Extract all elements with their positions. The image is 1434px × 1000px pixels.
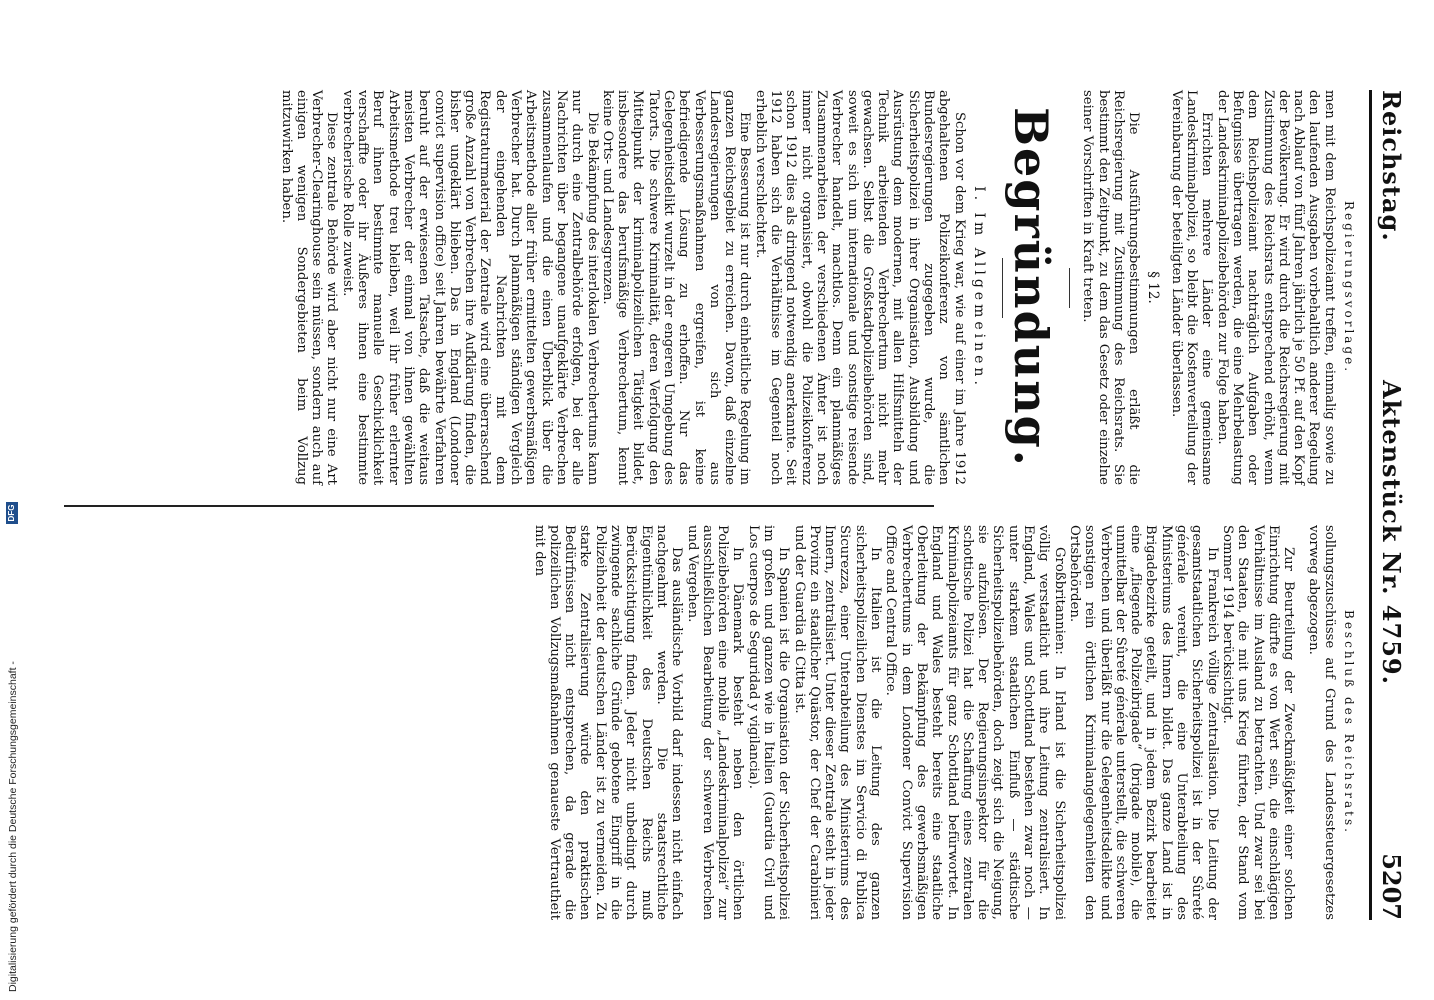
header-reichstag: Reichstag. xyxy=(1377,90,1406,242)
body-paragraph: Zur Beurteilung der Zweckmäßigkeit einer solchen Einrichtung dürfte es von Wert sein, die einschlägigen Verhältnisse im Ausland zu betrachten. Und zwar sei bei den Staaten, die mit uns Krieg führten, der Stand vom Sommer 1914 berücksichtigt. xyxy=(1219,525,1297,920)
right-column xyxy=(531,525,1356,920)
section-title: I. Im Allgemeinen. xyxy=(970,186,987,389)
left-column xyxy=(278,90,1356,485)
dfg-logo-icon: DFG xyxy=(6,502,18,524)
right-intro-paragraph: sollungszuschüsse auf Grund des Landessteuergesetzes vorweg abgezogen. xyxy=(1306,525,1337,920)
header-page-number: 5207 xyxy=(1377,853,1406,920)
begruendung-heading: Begründung. xyxy=(1003,107,1058,468)
heading-underline xyxy=(1002,258,1003,318)
left-paragraph: Errichten mehrere Länder eine gemeinsame Landeskriminalpolizei, so bleibt die Kostenverteilung der Vereinbarung der beteiligten Länder überlassen. xyxy=(1168,90,1215,485)
section-number: § 12. xyxy=(1145,271,1162,304)
body-paragraph: In Spanien ist die Organisation der Sicherheitspolizei im großen und ganzen wie in Italien (Guardia Civil und Los cuerpos de Seguridad y vigilancia). xyxy=(745,525,792,920)
body-paragraph: In Dänemark besteht neben den örtlichen Polizeibehörden eine mobile „Landeskriminalpolizei“ zur ausschließlichen Bearbeitung der schweren Verbrechen und Vergehen. xyxy=(684,525,746,920)
body-paragraph: Eine Besserung ist nur durch einheitliche Regelung im ganzen Reichsgebiet zu erreichen. Davon, daß einzelne Landesregierungen von sich aus Verbesserungsmaßnahmen ergreifen, ist keine befriedigende Lösung zu erhoffen. Nur das Gelegenheitsdelikt wurzelt in der engeren Umgebung des Tatorts. Die schwere Kriminalität, deren Verfolgung den Mittelpunkt der kriminalpolizeilichen Tätigkeit bildet, insbesondere das berufsmäßige Verbrechertum, kennt keine Orts- und Landesgrenzen. xyxy=(599,90,753,485)
separator-rule xyxy=(1069,268,1070,308)
header-document-number: Aktenstück Nr. 4759. xyxy=(1377,380,1406,685)
right-column-caption: Beschluß des Reichsrats. xyxy=(1342,610,1356,835)
body-paragraph: In Frankreich völlige Zentralisation. Die Leitung der gesamtstaatlichen Sicherheitspolizei ist in der Sûreté générale vereint, die eine Unterabteilung des Ministeriums des Innern bildet. Das ganze Land ist in Brigadebezirke geteilt, und in jedem Bezirk bearbeitet eine „fliegende Polizeibrigade“ (brigade mobile), die unmittelbar der Sûreté générale unterstellt, die schweren Verbrechen und überläßt nur die Gelegenheitsdelikte und sonstigen rein örtlichen Kriminalangelegenheiten den Ortsbehörden. xyxy=(1066,525,1220,920)
body-paragraph: Die Bekämpfung des interlokalen Verbrechertums kann nur durch eine Zentralbehörde erfolgen, bei der alle Nachrichten über begangene unaufgeklärte Verbrechen zusammenlaufen und die einen Überblick über die Arbeitsmethode aller früher ermittelten gewerbsmäßigen Verbrecher hat. Durch planmäßigen ständigen Vergleich der eingehenden Nachrichten mit dem Registraturmaterial der Zentrale wird eine überraschend große Anzahl von Verbrechen ihre Aufklärung finden, die bisher ungeklärt blieben. Das in England (Londoner convict supervision office) seit Jahren bewährte Verfahren beruht auf der erwiesenen Tatsache, daß die weitaus meisten Verbrecher der einmal von ihnen gewählten Arbeitsmethode treu bleiben, weil ihr früher erlernter Beruf ihnen bestimmte manuelle Geschicklichkeit verschaffte oder ihr Äußeres ihnen eine bestimmte verbrecherische Rolle zuweist. xyxy=(339,90,600,485)
digitization-footer xyxy=(4,0,24,1000)
body-paragraph: In Italien ist die Leitung des ganzen sicherheitspolizeilichen Dienstes im Servicio di Publica Sicurezza, einer Unterabteilung des Ministeriums des Innern, zentralisiert. Unter dieser Zentrale steht in jeder Provinz ein staatlicher Quästor, der Chef der Carabinieri und der Guardia di Citta ist. xyxy=(791,525,884,920)
left-paragraph: Die Ausführungsbestimmungen erläßt die Reichsregierung mit Zustimmung des Reichsrats. Sie bestimmt den Zeitpunkt, zu dem das Gesetz oder einzelne seiner Vorschriften in Kraft treten. xyxy=(1080,90,1142,485)
column-divider xyxy=(64,505,934,507)
body-paragraph: Diese zentrale Behörde wird aber nicht nur eine Art Verbrecher-Clearinghouse sein müssen, sondern auch auf einigen wenigen Sondergebieten beim Vollzug mitzuwirken haben. xyxy=(278,90,340,485)
body-paragraph: Schon vor dem Krieg war, wie auf einer im Jahre 1912 abgehaltenen Polizeikonferenz von sämtlichen Bundesregierungen zugegeben wurde, die Sicherheitspolizei in ihrer Organisation, Ausbildung und Ausrüstung dem modernen, mit allen Hilfsmitteln der Technik arbeitenden Verbrechertum nicht mehr gewachsen. Selbst die Großstadtpolizeibehörden sind, soweit es sich um internationale und sonstige reisende Verbrecher handelt, machtlos. Denn ein planmäßiges Zusammenarbeiten der verschiedenen Ämter ist noch immer nicht organisiert, obwohl die Polizeikonferenz schon 1912 dies als dringend notwendig anerkannte. Seit 1912 haben sich die Verhältnisse im Gegenteil noch erheblich verschlechtert. xyxy=(752,90,967,485)
footer-credit: Digitalisierung gefördert durch die Deutsche Forschungsgemeinschaft - xyxy=(7,661,19,992)
page-header xyxy=(1372,90,1412,920)
body-paragraph: Das ausländische Vorbild darf indessen nicht einfach nachgeahmt werden. Die staatsrechtliche Eigentümlichkeit des Deutschen Reichs muß Berücksichtigung finden. Jeder nicht unbedingt durch zwingende sachliche Gründe gebotene Eingriff in die Polizeihoheit der deutschen Länder ist zu vermeiden. Zu starke Zentralisierung würde den praktischen Bedürfnissen nicht entsprechen, da gerade die polizeilichen Vollzugsmaßnahmen genaueste Vertrautheit mit den xyxy=(531,525,685,920)
left-column-caption: Regierungsvorlage. xyxy=(1342,200,1356,375)
header-rule xyxy=(1369,90,1372,920)
body-paragraph: Großbritannien: In Irland ist die Sicherheitspolizei völlig verstaatlicht und ihre Leitung zentralisiert. In England, Wales und Schottland bestehen zwar noch — unter starkem staatlichen Einfluß — städtische Sicherheitspolizeibehörden, doch zeigt sich die Neigung, sie aufzulösen. Der Regierungsinspektor für die schottische Polizei hat die Schaffung eines zentralen Kriminalpolizeiamts für ganz Schottland befürwortet. In England und Wales besteht bereits eine staatliche Oberleitung der Bekämpfung des gewerbsmäßigen Verbrechertums in dem Londoner Convict Supervision Office and Central Office. xyxy=(883,525,1067,920)
left-intro-paragraph: men mit dem Reichspolizeiamt treffen, einmalig sowie zu den laufenden Ausgaben vorbehaltlich anderer Regelung nach Ablauf von fünf Jahren jährlich je 50 Pf. auf den Kopf der Bevölkerung. Er wird durch die Reichsregierung mit Zustimmung des Reichsrats entsprechend erhöht, wenn dem Reichspolizeiamt nachträglich Aufgaben oder Befugnisse übertragen werden, die eine Mehrbelastung der Landeskriminalpolizeibehörden zur Folge haben. xyxy=(1214,90,1337,485)
